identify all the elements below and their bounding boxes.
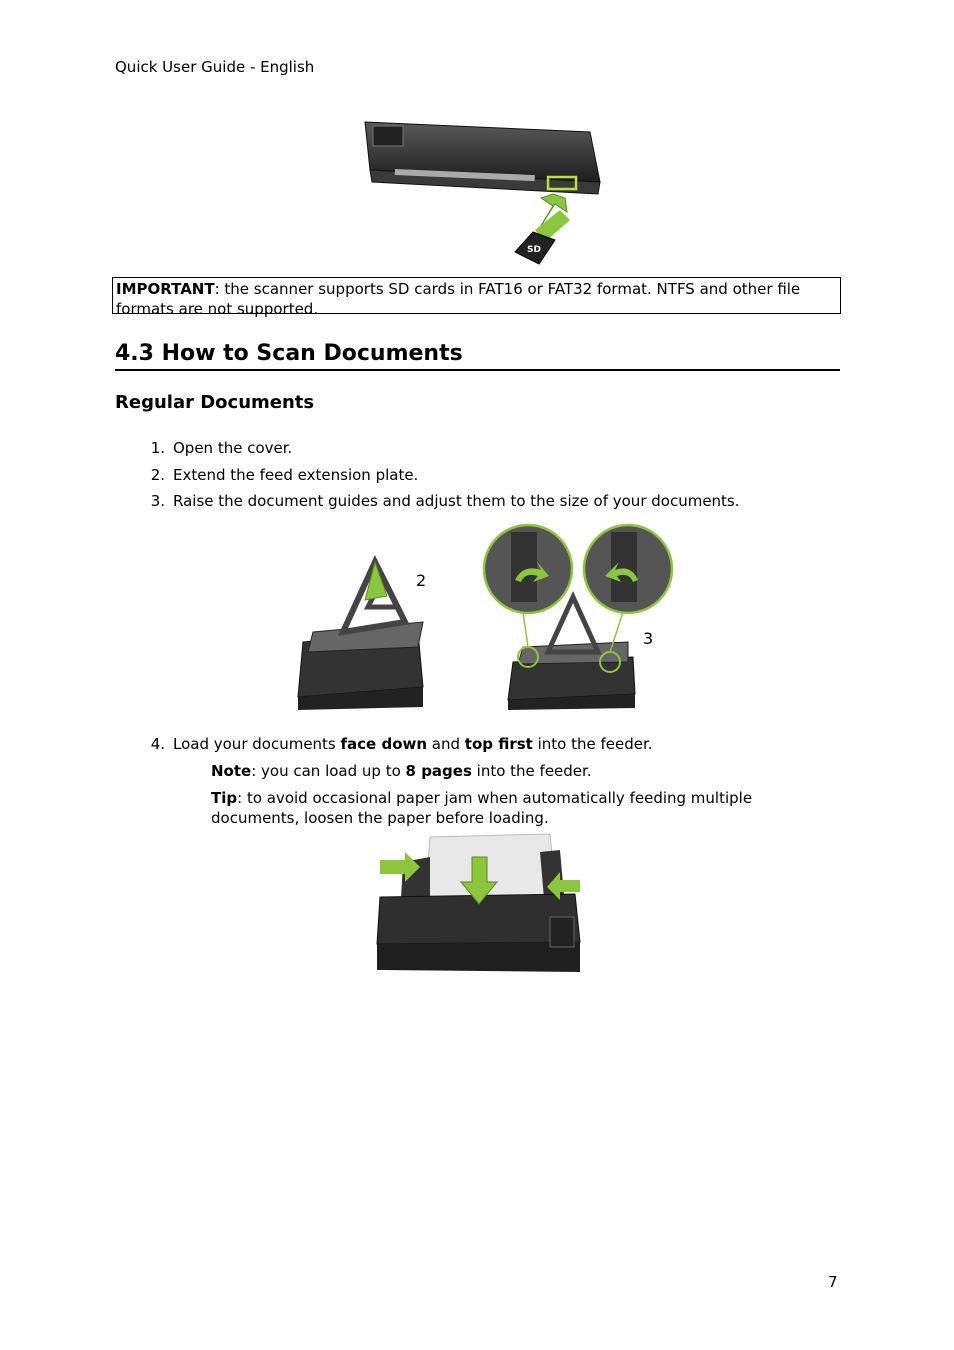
subsection-title: Regular Documents xyxy=(115,392,315,413)
list-item xyxy=(143,438,843,458)
list-item xyxy=(143,491,843,511)
list-item xyxy=(143,465,843,485)
list-item-number: 3. xyxy=(150,492,165,510)
important-label: IMPORTANT xyxy=(116,280,215,298)
scanner-sd-card-figure xyxy=(355,112,605,272)
sd-card-label: SD xyxy=(527,245,541,255)
note-label: Note xyxy=(211,762,252,780)
list-item-number: 2. xyxy=(150,466,165,484)
list-item-text: Open the cover. xyxy=(173,439,293,457)
note-text: Note: you can load up to 8 pages into the feeder. xyxy=(211,762,592,780)
figure-label-2: 2 xyxy=(416,571,427,590)
list-item-text: Raise the document guides and adjust them to the size of your documents. xyxy=(173,492,740,510)
important-notice xyxy=(112,277,841,318)
list-item-text: Load your documents face down and top first into the feeder. xyxy=(173,735,653,753)
list-item-number: 4. xyxy=(150,735,165,753)
important-text: : the scanner supports SD cards in FAT16 or FAT32 format. NTFS and other file formats are not supported. xyxy=(116,280,801,318)
page-number: 7 xyxy=(828,1273,838,1291)
tip-text: Tip: to avoid occasional paper jam when automatically feeding multiple documents, loosen the paper before loading. xyxy=(211,789,753,827)
list-item-text: Extend the feed extension plate. xyxy=(173,466,419,484)
document-guides-figure xyxy=(283,522,683,712)
page-header: Quick User Guide - English xyxy=(115,58,315,76)
tip-label: Tip xyxy=(211,789,238,807)
load-documents-figure xyxy=(375,832,581,976)
section-title: 4.3 How to Scan Documents xyxy=(115,340,840,371)
list-item-number: 1. xyxy=(150,439,165,457)
list-item xyxy=(143,734,843,754)
figure-label-3: 3 xyxy=(643,629,654,648)
